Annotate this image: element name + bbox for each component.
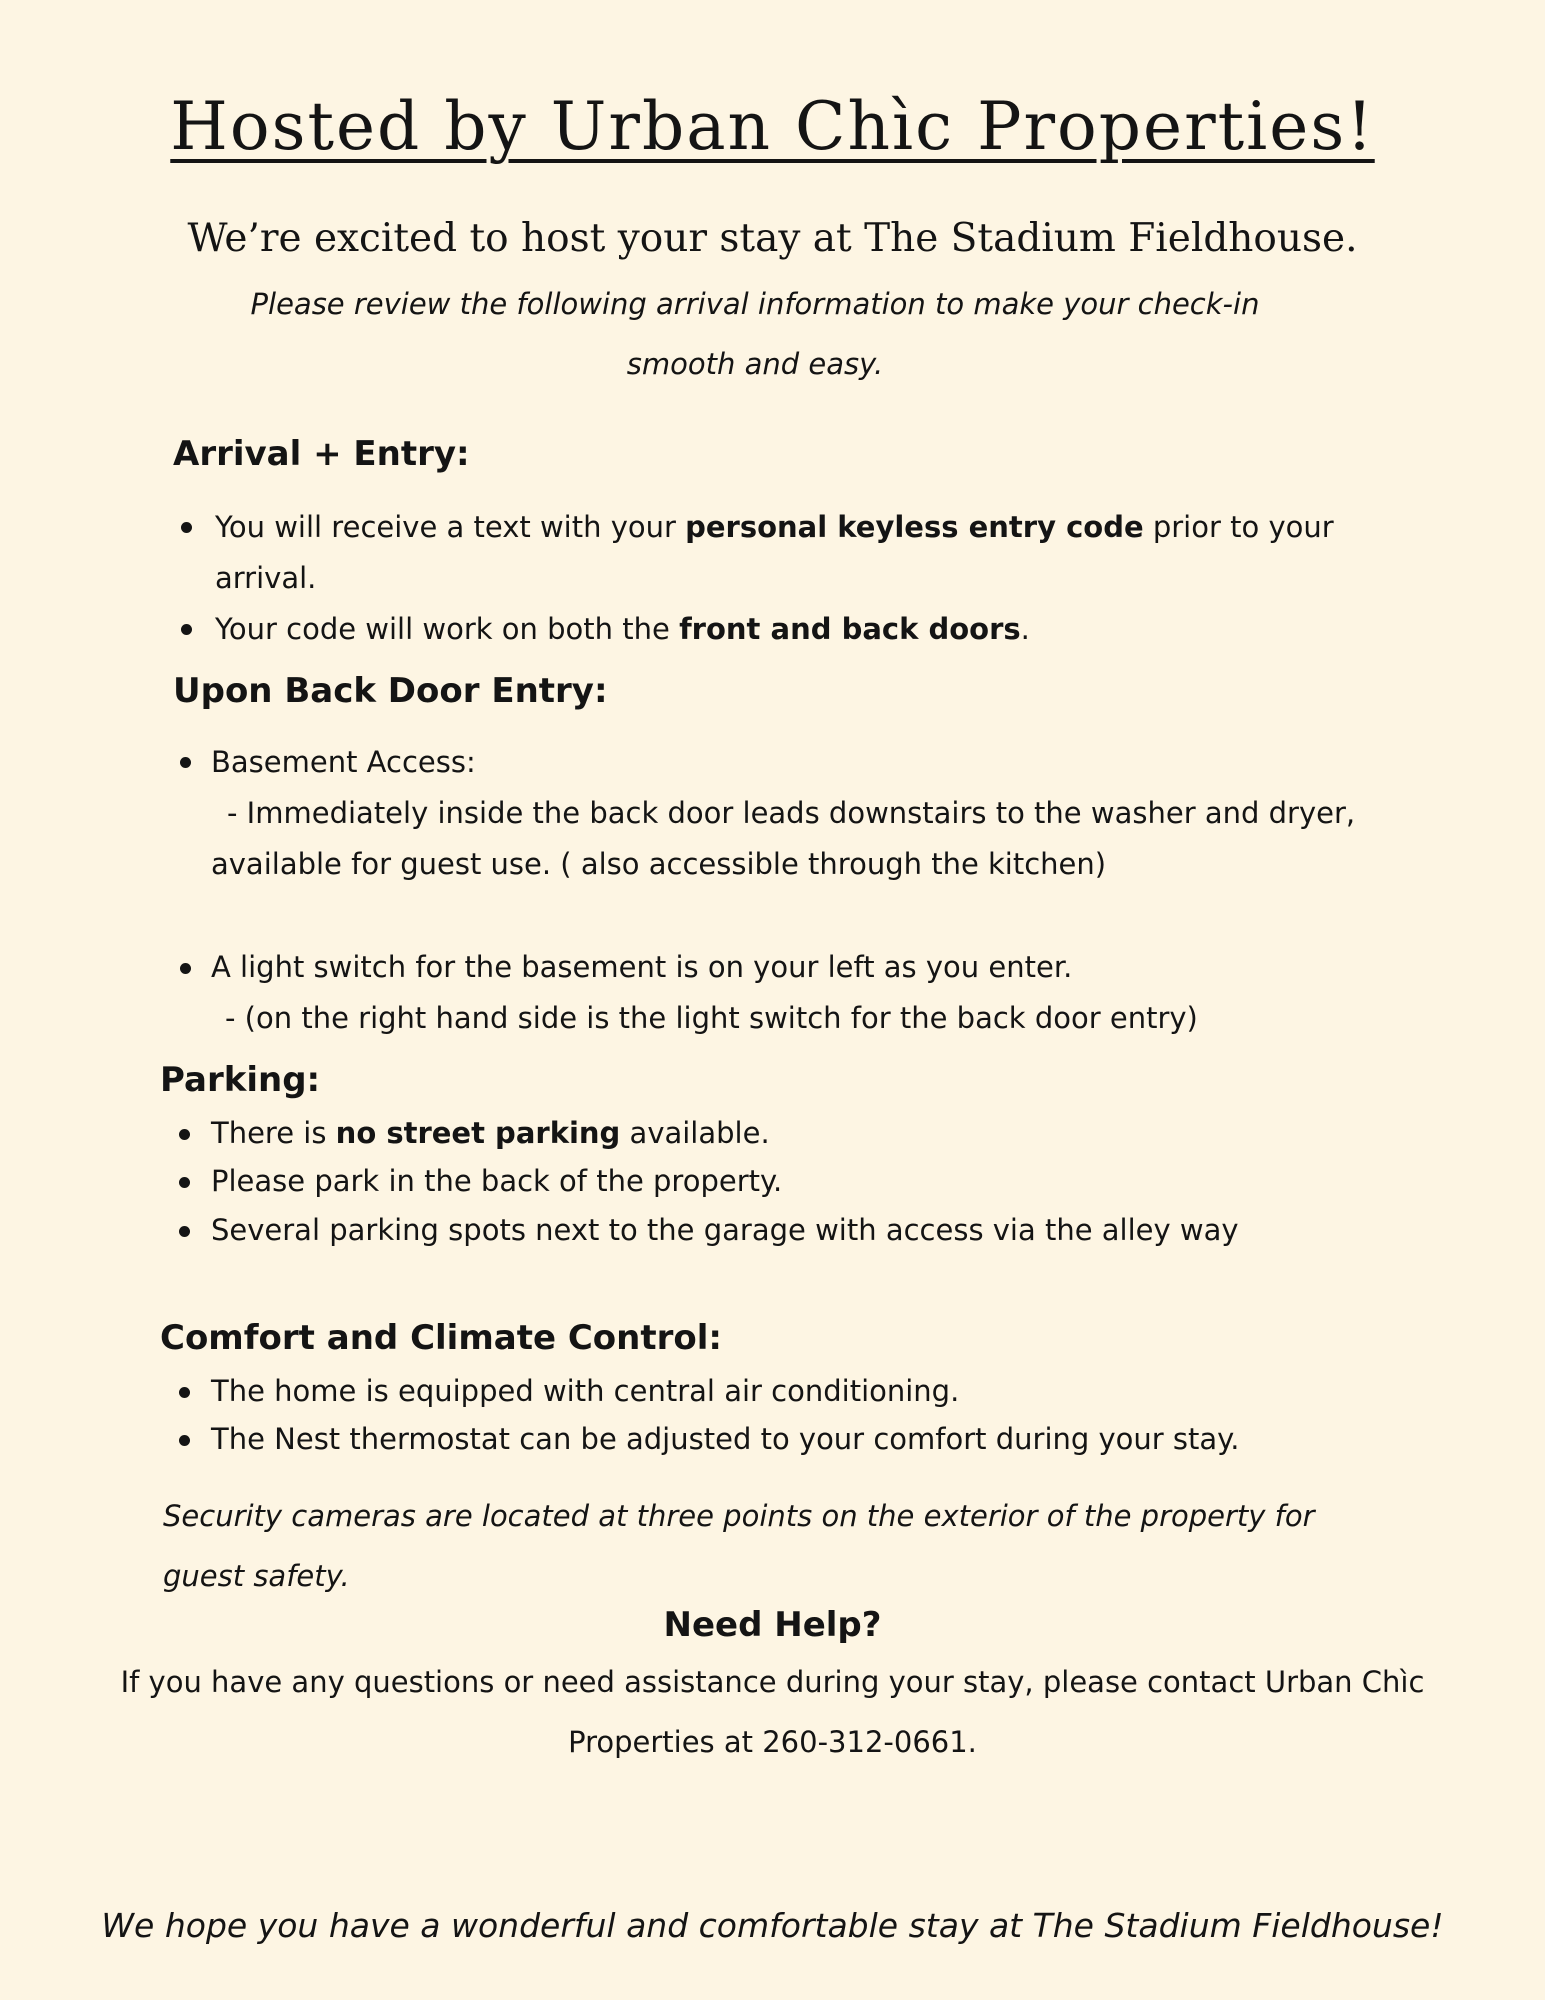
arrival-item2-text-pre: Your code will work on both the	[215, 612, 680, 646]
climate-item-thermostat: The Nest thermostat can be adjusted to your comfort during your stay.	[211, 1422, 1240, 1456]
bullet-icon	[180, 757, 191, 768]
bullet-icon	[181, 522, 192, 533]
arrival-heading: Arrival + Entry:	[173, 434, 470, 474]
bullet-icon	[181, 624, 192, 635]
arrival-item1-continuation: arrival.	[215, 561, 317, 595]
parking-item-garage: Several parking spots next to the garage with access via the alley way	[211, 1213, 1239, 1247]
security-note-line-2: guest safety.	[163, 1559, 350, 1593]
page-subtitle: We’re excited to host your stay at The Stadium Fieldhouse.	[187, 216, 1358, 261]
back-door-heading: Upon Back Door Entry:	[173, 671, 608, 711]
intro-text	[200, 274, 1310, 394]
back-door-item-light-switch	[211, 942, 1361, 1044]
arrival-item2-text-post: .	[1020, 612, 1030, 646]
security-note	[163, 1486, 1315, 1606]
back-door-item-basement-access	[211, 737, 1361, 890]
closing-message: We hope you have a wonderful and comfortable stay at The Stadium Fieldhouse!	[101, 1906, 1444, 1945]
help-heading: Need Help?	[663, 1605, 882, 1645]
security-note-line-1: Security cameras are located at three points on the exterior of the property for	[163, 1499, 1315, 1533]
arrival-item1-text-post: prior to your	[1143, 510, 1334, 544]
arrival-item1-bold: personal keyless entry code	[685, 510, 1144, 544]
help-line-1: If you have any questions or need assistance during your stay, please contact Urban Chìc	[120, 1665, 1425, 1699]
bullet-icon	[179, 1177, 190, 1188]
climate-item-air: The home is equipped with central air conditioning.	[211, 1374, 960, 1408]
back-door-item2-line1: A light switch for the basement is on your left as you enter.	[211, 950, 1073, 984]
parking-item1-text-post: available.	[620, 1116, 770, 1150]
parking-heading: Parking:	[160, 1060, 321, 1100]
parking-item-no-street	[211, 1108, 770, 1159]
intro-line-1: Please review the following arrival information to make your check-in	[250, 287, 1260, 321]
back-door-item1-label: Basement Access:	[211, 745, 476, 779]
page-title: Hosted by Urban Chìc Properties!	[170, 88, 1375, 165]
help-text	[0, 1652, 1545, 1772]
climate-heading: Comfort and Climate Control:	[160, 1318, 722, 1358]
arrival-item-doors	[215, 604, 1030, 655]
parking-item-back: Please park in the back of the property.	[211, 1164, 783, 1198]
bullet-icon	[179, 1129, 190, 1140]
back-door-item2-line2: - (on the right hand side is the light switch for the back door entry)	[225, 1001, 1198, 1035]
back-door-item1-line2: - Immediately inside the back door leads downstairs to the washer and dryer,	[227, 796, 1356, 830]
back-door-item1-line3: available for guest use. ( also accessible through the kitchen)	[211, 847, 1107, 881]
bullet-icon	[179, 1387, 190, 1398]
arrival-item-keyless-code	[215, 502, 1345, 604]
bullet-icon	[179, 1226, 190, 1237]
parking-item1-text-pre: There is	[211, 1116, 336, 1150]
bullet-icon	[180, 963, 191, 974]
arrival-item1-text-pre: You will receive a text with your	[215, 510, 686, 544]
intro-line-2: smooth and easy.	[626, 347, 884, 381]
arrival-item2-bold: front and back doors	[679, 612, 1021, 646]
bullet-icon	[179, 1435, 190, 1446]
help-line-2: Properties at 260-312-0661.	[568, 1725, 977, 1759]
parking-item1-bold: no street parking	[335, 1116, 621, 1150]
